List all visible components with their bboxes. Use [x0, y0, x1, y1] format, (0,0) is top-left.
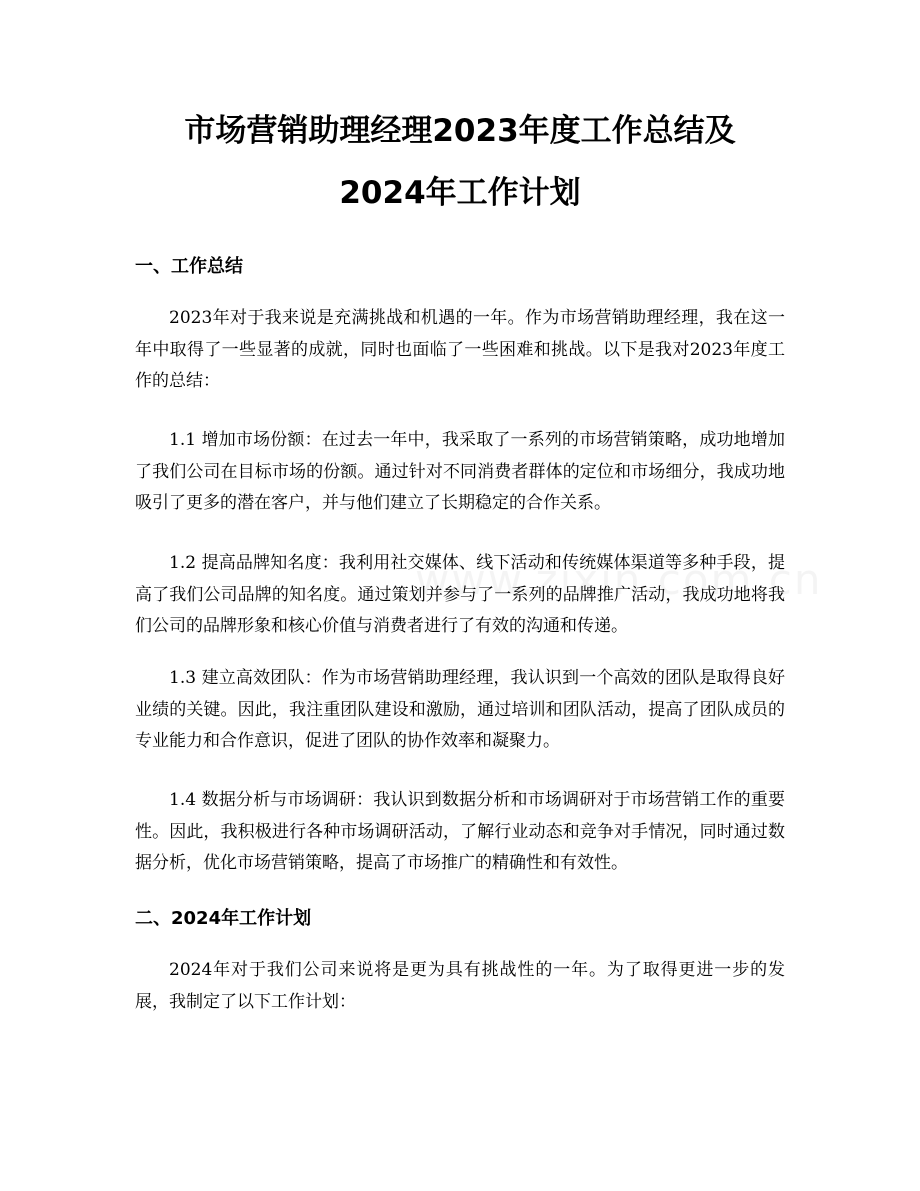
summary-item-1-3: 1.3 建立高效团队：作为市场营销助理经理，我认识到一个高效的团队是取得良好业绩的关键。因此，我注重团队建设和激励，通过培训和团队活动，提高了团队成员的专业能力和合作意识，促进了团队的协作效率和凝聚力。: [135, 668, 785, 751]
summary-item-1-1: 1.1 增加市场份额：在过去一年中，我采取了一系列的市场营销策略，成功地增加了我们公司在目标市场的份额。通过针对不同消费者群体的定位和市场细分，我成功地吸引了更多的潜在客户，并与他们建立了长期稳定的合作关系。: [135, 430, 785, 513]
document-title-line-1: 市场营销助理经理2023年度工作总结及: [184, 113, 736, 149]
section-heading-summary: 一、工作总结: [135, 256, 243, 277]
summary-item-1-2: 1.2 提高品牌知名度：我利用社交媒体、线下活动和传统媒体渠道等多种手段，提高了我们公司品牌的知名度。通过策划并参与了一系列的品牌推广活动，我成功地将我们公司的品牌形象和核心价值与消费者进行了有效的沟通和传递。: [135, 553, 785, 636]
summary-item-1-4: 1.4 数据分析与市场调研：我认识到数据分析和市场调研对于市场营销工作的重要性。因此，我积极进行各种市场调研活动，了解行业动态和竞争对手情况，同时通过数据分析，优化市场营销策略，提高了市场推广的精确性和有效性。: [135, 790, 785, 873]
document-title-line-2: 2024年工作计划: [339, 175, 581, 211]
section-heading-plan: 二、2024年工作计划: [135, 908, 312, 929]
summary-intro-paragraph: 2023年对于我来说是充满挑战和机遇的一年。作为市场营销助理经理，我在这一年中取得了一些显著的成就，同时也面临了一些困难和挑战。以下是我对2023年度工作的总结：: [135, 308, 785, 391]
plan-intro-paragraph: 2024年对于我们公司来说将是更为具有挑战性的一年。为了取得更进一步的发展，我制定了以下工作计划：: [135, 960, 785, 1012]
